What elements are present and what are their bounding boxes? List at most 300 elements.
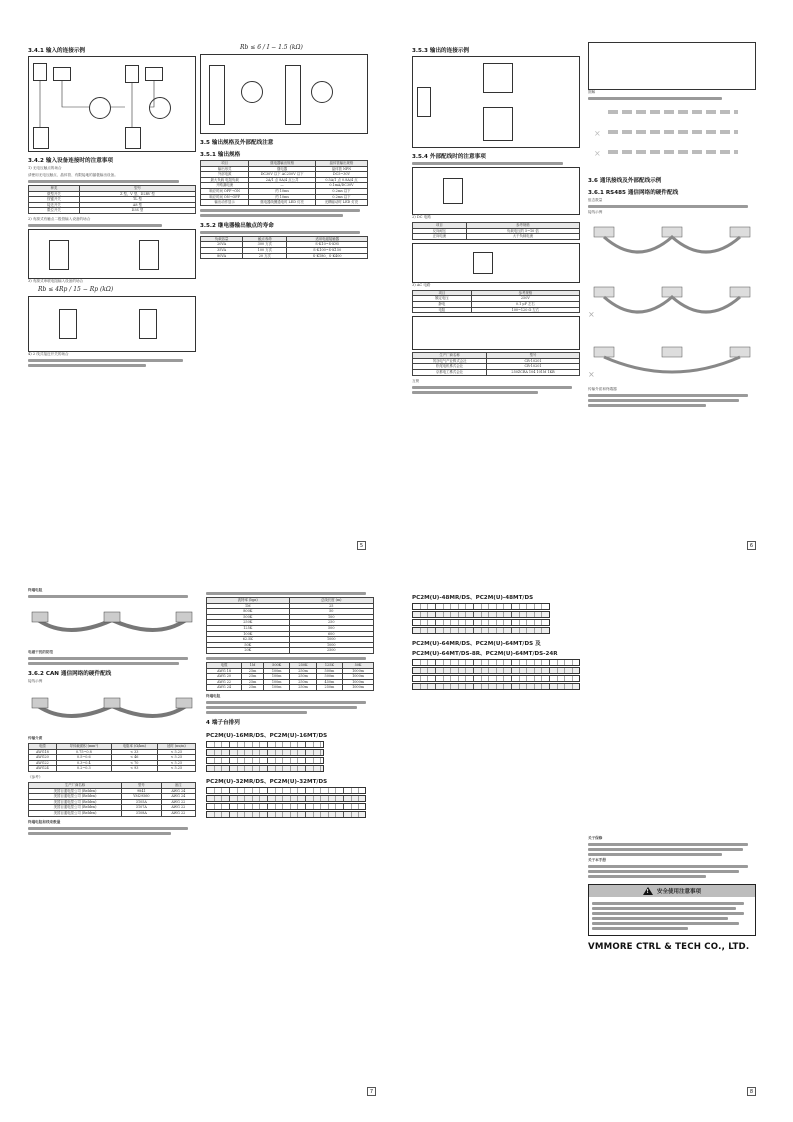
table-cell: —: [249, 183, 316, 189]
page5-right-column: [200, 42, 368, 542]
table-cell: 0.2ms 以下: [315, 194, 367, 200]
figure-label: 图解: [588, 90, 596, 94]
table-cell: 100m: [264, 668, 290, 674]
terminal-strip: [412, 675, 580, 682]
item-1-heading: 1) 无电压触点的场合: [28, 166, 62, 170]
table-cell: 3108A: [122, 810, 162, 816]
terminal-strip: [206, 765, 324, 772]
svg-text:×: ×: [594, 149, 601, 158]
table-cell: 250m: [290, 674, 316, 680]
table-cell: Z 型、V 型、D2RV 型: [79, 191, 195, 197]
section-3-6-title: 3.6 通讯接线及外部配线示例: [588, 178, 662, 184]
table-cell: 微型开关: [29, 191, 80, 197]
table-cell: 约 10ms: [249, 194, 316, 200]
table-cell: 电阻: [413, 307, 472, 313]
relay-block: [483, 107, 513, 141]
section-3-4-2-title: 3.4.2 输入设备连接时的注意事项: [28, 158, 113, 164]
page6-left-column: [412, 42, 580, 542]
section-3-6-2-title: 3.6.2 CAN 通信网络的硬件配线: [28, 671, 112, 677]
table-cell: 0.2ms 以下: [315, 188, 367, 194]
table-cell: 300 万次: [243, 242, 287, 248]
table-cell: 美国百通电缆公司 (Belden): [29, 788, 122, 794]
text-line: [588, 875, 706, 878]
col-header: 电阻率 (Ω/km): [111, 744, 157, 750]
input-device: [139, 309, 157, 339]
text-line: [588, 870, 739, 873]
input-wiring-diagram: [28, 56, 196, 152]
safety-notice-body: [589, 897, 755, 935]
rs485-network-diagram: [588, 217, 756, 387]
text-line: [206, 711, 307, 714]
page5-left-column: [28, 42, 196, 542]
text-line: [412, 386, 572, 389]
col-header: 1M: [242, 662, 264, 668]
table-cell: 美国百通电缆公司 (Belden): [29, 799, 122, 805]
terminal-resistor-heading: 终端电阻: [28, 588, 43, 592]
terminal-strip: [412, 619, 550, 626]
can-network-diagram: [28, 686, 196, 736]
load-block: [443, 178, 463, 204]
model-48-title: PC2M(U)-48MR/DS、PC2M(U)-48MT/DS: [412, 595, 534, 601]
table-cell: 负载电压的 5~10 倍: [466, 228, 579, 234]
section-3-4-1-title: 3.4.1 输入的连接示例: [28, 48, 86, 54]
table-cell: TL 型: [79, 197, 195, 203]
motor-symbol: [241, 81, 263, 103]
table-cell: 250ZCRA 104 101M 1KB: [487, 369, 580, 375]
table-cell: < 5.25: [157, 760, 195, 766]
text-line: [28, 180, 179, 183]
table-cell: 100m: [264, 685, 290, 691]
text-line: [588, 394, 748, 397]
wiring-example-heading: 接线示例: [588, 210, 603, 214]
table-cell: AWG18: [29, 749, 57, 755]
col-header: 项目: [413, 223, 467, 229]
model-64-title: PC2M(U)-64MR/DS、PC2M(U)-64MT/DS 及: [412, 641, 541, 647]
output-wiring-diagram: [412, 56, 580, 148]
table-cell: 62.5K: [207, 637, 290, 643]
text-line: [200, 214, 343, 217]
manual-page-8: [412, 588, 758, 1098]
page7-left-column: [28, 588, 196, 1088]
page7-right-column: [206, 588, 374, 1088]
table-cell: S-K180、S-K400: [287, 253, 368, 259]
terminal-strip: [206, 749, 324, 756]
table-cell: 美国百通电缆公司 (Belden): [29, 794, 122, 800]
terminal-strip: [206, 787, 366, 794]
table-cell: 50K: [207, 642, 290, 648]
text-line: [28, 662, 179, 665]
terminal-strip: [206, 803, 366, 810]
dc-circuit-heading: 2) DC 电路: [412, 215, 431, 219]
table-cell: 1M: [207, 603, 290, 609]
table-cell: 80VA: [201, 253, 243, 259]
text-line: [206, 706, 357, 709]
cable-heading: 传输介质和终端器: [588, 387, 617, 391]
media-heading: 传输介质: [28, 736, 43, 740]
text-line: [28, 827, 188, 830]
table-cell: < 93: [111, 766, 157, 772]
table-cell: 100m: [264, 679, 290, 685]
table-cell: 0.1mA/DC30V: [315, 183, 367, 189]
table-cell: AWG 22: [161, 805, 195, 811]
col-header: 生产厂商名称: [413, 353, 487, 359]
terminal-strip: [206, 741, 324, 748]
table-cell: S-K100~S-K150: [287, 247, 368, 253]
table-cell: 250m: [290, 668, 316, 674]
text-line: [592, 917, 728, 920]
table-cell: 外部电源: [201, 172, 249, 178]
contact-life-table: [200, 236, 368, 259]
table-cell: 最大负载 电阻负载: [201, 177, 249, 183]
table-cell: AWG 24: [161, 788, 195, 794]
col-header: 种类: [29, 186, 80, 192]
diode-spec-table: [412, 222, 580, 240]
col-header: 项目: [201, 161, 249, 167]
manual-heading: 关于本手册: [588, 858, 606, 862]
text-line: [592, 922, 739, 925]
text-line: [588, 848, 743, 851]
manual-page-5: [28, 42, 368, 552]
terminal-strip: [206, 811, 366, 818]
awg-length-table: [206, 662, 374, 691]
text-line: [28, 657, 188, 660]
network-count-heading: 组态数量: [588, 198, 603, 202]
model-32-title: PC2M(U)-32MR/DS、PC2M(U)-32MT/DS: [206, 778, 328, 785]
table-cell: DC5~30V: [315, 172, 367, 178]
col-header: 晶体管输出规格: [315, 161, 367, 167]
page8-left-column: [412, 588, 580, 1088]
col-header: 500K: [264, 662, 290, 668]
interlock-circuit-diagram: [588, 42, 756, 90]
table-cell: 100~120 Ω 左右: [471, 307, 579, 313]
table-cell: 正向电流: [413, 234, 467, 240]
col-header: 型号: [487, 353, 580, 359]
text-line: [28, 359, 183, 362]
table-cell: AWG20: [29, 755, 57, 761]
warning-icon: [643, 887, 653, 895]
text-line: [206, 592, 366, 595]
table-cell: 额定电压: [413, 296, 472, 302]
table-cell: 100K: [207, 631, 290, 637]
item-3-heading: 3) 有源式串联电阻输入设备的场合: [28, 278, 84, 283]
table-cell: 500: [289, 625, 373, 631]
col-header: 延时 (ns/m): [157, 744, 195, 750]
col-header: 电缆: [207, 662, 242, 668]
col-header: 波特率 (bps): [207, 598, 290, 604]
table-cell: 光耦驱动时 LED 灯亮: [315, 200, 367, 206]
table-cell: 25m: [242, 685, 264, 691]
text-line: [588, 853, 722, 856]
motor-symbol: [311, 81, 333, 103]
text-line: [588, 865, 748, 868]
terminal-strip: [206, 757, 324, 764]
table-cell: 25m: [242, 674, 264, 680]
inductive-load-diagram: [412, 167, 580, 215]
page-number: 6: [747, 541, 756, 550]
table-cell: 450m: [316, 679, 342, 685]
table-cell: < 33: [111, 749, 157, 755]
terminal-chain: [28, 600, 196, 650]
resistor-formula: Rb ≤ 4Rp / 15 − Rp (kΩ): [38, 285, 114, 293]
section-3-5-title: 3.5 输出规格及外部配线注意: [200, 140, 274, 146]
spacer: [588, 588, 756, 836]
table-cell: 2A/1 点 8A/4 点公共: [249, 177, 316, 183]
ac-circuit-heading: 3) AC 电路: [412, 282, 431, 287]
col-header: 负载容量: [201, 236, 243, 242]
text-line: [588, 205, 748, 208]
col-header: 备注: [161, 782, 195, 788]
table-cell: 限位开关: [29, 208, 80, 214]
table-cell: 3105A: [122, 799, 162, 805]
terminal-strip: [412, 611, 550, 618]
output-spec-table: [200, 160, 368, 206]
item-4-heading: 4) 2 线式接近开关的场合: [28, 351, 69, 356]
table-cell: 100 万次: [243, 247, 287, 253]
table-cell: 1000m: [343, 674, 374, 680]
col-header: 导体截面积 (mm²): [56, 744, 111, 750]
table-cell: 开路漏电流: [201, 183, 249, 189]
table-cell: 3107A: [122, 805, 162, 811]
table-cell: 美国百通电缆公司 (Belden): [29, 810, 122, 816]
text-line: [206, 701, 366, 704]
relay-block: [483, 63, 513, 93]
can-cable-table: [28, 743, 196, 772]
col-header: 电缆: [29, 744, 57, 750]
table-cell: AWG 20: [207, 674, 242, 680]
input-device: [59, 309, 77, 339]
table-cell: 松尾电机株式会社: [413, 364, 487, 370]
table-cell: 1000m: [343, 668, 374, 674]
table-cell: 250m: [316, 685, 342, 691]
table-cell: AWG22: [29, 760, 57, 766]
text-line: [592, 912, 744, 915]
item-2-heading: 2) 有源式有触点二极管输入设备的场合: [28, 216, 91, 221]
text-line: [28, 224, 162, 227]
text-line: [28, 832, 171, 835]
table-cell: 600: [289, 631, 373, 637]
dc-circuit-diagram: [412, 243, 580, 283]
col-header: 参考规格: [466, 223, 579, 229]
rs485-terminal-diagram: [28, 600, 196, 650]
table-cell: 125K: [207, 625, 290, 631]
col-header: 型号: [79, 186, 195, 192]
page6-right-column: [588, 42, 756, 542]
section-3-5-4-title: 3.5.4 外部配线时的注意事项: [412, 154, 486, 160]
can-maker-table: [28, 782, 196, 817]
terminal-note-heading: 终端电阻和线束数量: [28, 819, 61, 824]
table-cell: 冈谷电气产业株式会社: [413, 358, 487, 364]
table-cell: AWG 18: [207, 668, 242, 674]
section-3-5-1-title: 3.5.1 输出规格: [200, 152, 241, 158]
plc-output-terminal: [417, 87, 431, 117]
table-cell: 500K: [207, 614, 290, 620]
table-cell: 500m: [316, 674, 342, 680]
table-cell: 500m: [316, 668, 342, 674]
section-4-title: 4 端子台排列: [206, 719, 240, 726]
col-header: 项目: [413, 290, 472, 296]
table-cell: < 5.25: [157, 755, 195, 761]
table-cell: 约 10ms: [249, 188, 316, 194]
table-cell: 100m: [264, 674, 290, 680]
section-3-5-3-title: 3.5.3 输出的连接示例: [412, 48, 470, 54]
table-cell: 1000m: [343, 679, 374, 685]
text-line: [28, 364, 146, 367]
table-cell: 20K: [207, 648, 290, 654]
table-cell: CR-10201: [487, 364, 580, 370]
text-line: [592, 927, 688, 930]
terminal-strip: [412, 683, 580, 690]
table-cell: 800K: [207, 609, 290, 615]
text-line: [588, 399, 739, 402]
terminal-strip: [412, 603, 550, 610]
table-cell: A8 型: [79, 202, 195, 208]
table-cell: 0.75~0.8: [56, 749, 111, 755]
section-3-5-2-title: 3.5.2 继电器输出触点的寿命: [200, 222, 274, 229]
surge-maker-table: [412, 352, 580, 375]
text-line: [412, 391, 538, 394]
col-header: 触点寿命: [243, 236, 287, 242]
table-cell: 250: [289, 620, 373, 626]
can-chain: [28, 686, 196, 736]
series-resistor-diagram: [28, 296, 196, 352]
correct-incorrect-wiring: [588, 102, 756, 172]
table-cell: AWG 22: [161, 799, 195, 805]
table-cell: AWG 22: [161, 810, 195, 816]
table-cell: 响应时间 OFF→ON: [201, 188, 249, 194]
table-cell: 0.5~0.6: [56, 755, 111, 761]
text-line: [200, 231, 360, 234]
table-cell: 按键开关: [29, 197, 80, 203]
table-cell: DC30V 以下 AC250V 以下: [249, 172, 316, 178]
table-cell: < 46: [111, 755, 157, 761]
table-cell: 输出动作显示: [201, 200, 249, 206]
table-cell: S-K10~S-K95: [287, 242, 368, 248]
table-cell: 250K: [207, 620, 290, 626]
table-cell: D3S 型: [79, 208, 195, 214]
table-cell: 继电器: [249, 166, 316, 172]
rs485-topologies: [588, 217, 756, 387]
col-header: 生产厂商名称: [29, 782, 122, 788]
svg-text:×: ×: [588, 310, 595, 319]
safety-notice-title: 安全使用注意事项: [656, 889, 701, 895]
table-cell: 25: [289, 603, 373, 609]
warranty-heading: 关于保修: [588, 836, 603, 840]
table-cell: 继电器线圈通电时 LED 灯亮: [249, 200, 316, 206]
text-line: [206, 657, 366, 660]
col-header: 总线长度 (m): [289, 598, 373, 604]
table-cell: 2500: [289, 648, 373, 654]
page-number: 7: [367, 1087, 376, 1096]
noise-heading: 电磁干扰的防范: [28, 650, 54, 654]
plc-input-terminal: [209, 65, 225, 125]
terminal-strip: [206, 795, 366, 802]
table-cell: 25m: [242, 668, 264, 674]
table-cell: 0.1 μF 左右: [471, 301, 579, 307]
table-cell: 晶体管 NPN: [315, 166, 367, 172]
table-cell: 250m: [290, 685, 316, 691]
table-cell: YM29560: [122, 794, 162, 800]
table-cell: AWG24: [29, 766, 57, 772]
resistor-formula-top: Rb ≤ 6 / I − 1.5 (kΩ): [240, 44, 303, 51]
input-device-table: [28, 185, 196, 214]
input-device: [49, 240, 69, 270]
baud-length-table: [206, 597, 374, 654]
interlock-heading: 互锁: [412, 378, 420, 383]
table-cell: CR-10201: [487, 358, 580, 364]
input-device: [139, 240, 159, 270]
table-cell: AWG 24: [207, 685, 242, 691]
terminal-resistor-heading-2: 终端电阻: [206, 693, 221, 698]
table-cell: 1000: [289, 637, 373, 643]
table-cell: 20 万次: [243, 253, 287, 259]
col-header: 125K: [316, 662, 342, 668]
item-1-text: 请使用无电压触点、晶体管、有限接地的漏极输出设备。: [28, 173, 118, 177]
text-line: [588, 97, 722, 100]
text-line: [592, 902, 744, 905]
table-cell: 250V: [471, 296, 579, 302]
table-cell: 100: [289, 614, 373, 620]
page-number: 5: [357, 541, 366, 550]
col-header: 适用电磁接触器: [287, 236, 368, 242]
proximity-switch-diagram: [200, 54, 368, 134]
text-line: [592, 907, 736, 910]
section-3-6-1-title: 3.6.1 RS485 通信网络的硬件配线: [588, 190, 679, 196]
svg-text:×: ×: [588, 370, 595, 379]
text-line: [588, 843, 748, 846]
model-16-title: PC2M(U)-16MR/DS、PC2M(U)-16MT/DS: [206, 732, 328, 739]
wiring-lines: [29, 57, 196, 153]
manual-page-6: [412, 42, 758, 552]
company-name: VMMORE CTRL & TECH CO., LTD.: [588, 942, 750, 952]
wiring-examples: [588, 102, 756, 172]
table-cell: 1000: [289, 642, 373, 648]
diode-block: [473, 252, 493, 274]
text-line: [588, 404, 706, 407]
table-cell: 250m: [290, 679, 316, 685]
col-header: 继电器输出规格: [249, 161, 316, 167]
table-cell: 静电: [413, 301, 472, 307]
col-header: 参考规格: [471, 290, 579, 296]
table-cell: 0.3~0.4: [56, 760, 111, 766]
plc-input-terminal: [285, 65, 301, 125]
page8-right-column: [588, 588, 756, 1088]
col-header: 50K: [343, 662, 374, 668]
text-line: [28, 595, 188, 598]
table-cell: 输出形式: [201, 166, 249, 172]
safety-notice-header: [589, 885, 755, 897]
table-cell: 反向耐压: [413, 228, 467, 234]
safety-notice-box: [588, 884, 756, 936]
table-cell: 25m: [242, 679, 264, 685]
svg-text:×: ×: [594, 129, 601, 138]
col-header: 250K: [290, 662, 316, 668]
table-cell: < 5.25: [157, 766, 195, 772]
reference-heading: 《参考》: [28, 774, 43, 779]
table-cell: 20VA: [201, 242, 243, 248]
table-cell: 京都电工株式会社: [413, 369, 487, 375]
rc-spec-table: [412, 290, 580, 313]
text-line: [412, 162, 563, 165]
terminal-strip: [412, 627, 550, 634]
table-cell: 50: [289, 609, 373, 615]
terminal-strip: [412, 667, 580, 674]
ac-circuit-diagram: [412, 316, 580, 350]
table-cell: AWG 24: [161, 794, 195, 800]
model-64-title-2: PC2M(U)-64MT/DS-8R、PC2M(U)-64MT/DS-24R: [412, 651, 558, 657]
table-cell: 接近开关: [29, 202, 80, 208]
table-cell: 大于负载电流: [466, 234, 579, 240]
col-header: 型号: [122, 782, 162, 788]
